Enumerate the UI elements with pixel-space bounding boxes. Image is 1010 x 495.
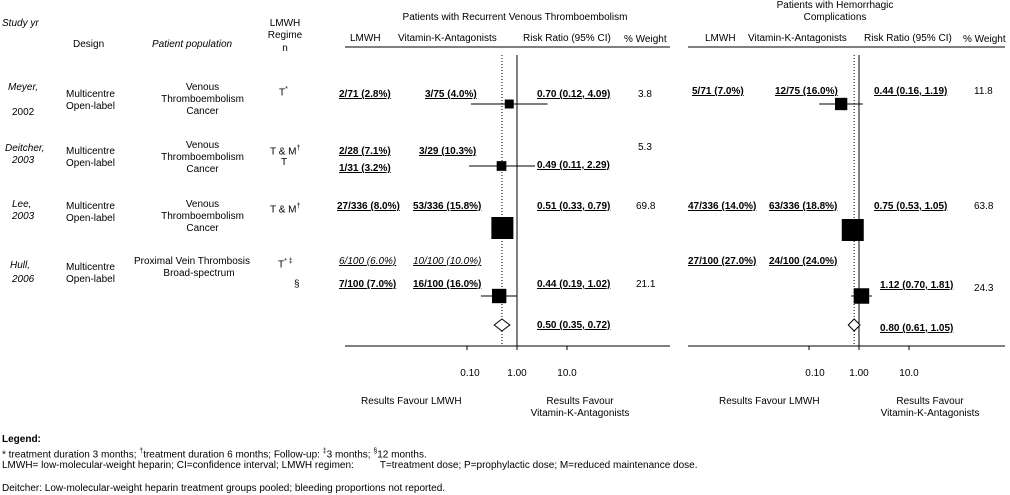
vte-pooled-diamond (494, 319, 510, 331)
vte-vka-hull-2: 16/100 (16.0%) (413, 279, 482, 290)
forest-plot-vte (345, 47, 670, 350)
panel-vte-col-weight: % Weight (624, 34, 667, 45)
panel-hem-col-weight: % Weight (963, 34, 1006, 45)
panel-vte-title: Patients with Recurrent Venous Thromboembolism (402, 12, 628, 23)
study-design-1: Multicentre (66, 262, 115, 273)
study-pop-3: Cancer (186, 164, 219, 175)
header-regime-3: n (282, 43, 288, 54)
panel-hem-col-vka: Vitamin-K-Antagonists (748, 33, 847, 44)
vte-pooled-rr: 0.50 (0.35, 0.72) (537, 320, 611, 331)
hem-rr-lee: 0.75 (0.53, 1.05) (874, 201, 948, 212)
vte-rr-lee: 0.51 (0.33, 0.79) (537, 201, 611, 212)
study-pop-3: Cancer (186, 106, 219, 117)
study-regime-1: T & M (270, 146, 297, 158)
vte-weight-deitcher: 5.3 (638, 142, 652, 153)
study-year: 2006 (12, 274, 35, 285)
study-design-1: Multicentre (66, 146, 115, 157)
header-design: Design (73, 39, 105, 50)
study-pop-2: Thromboembolism (161, 94, 244, 105)
study-regime-2: § (294, 279, 300, 290)
vte-favour-left: Results Favour LMWH (361, 396, 462, 407)
hem-tick-label-0.10: 0.10 (805, 368, 825, 379)
study-name: Hull, (10, 260, 31, 271)
vte-lmwh-hull-1: 6/100 (6.0%) (339, 256, 397, 267)
study-pop-1: Venous (185, 140, 220, 151)
hem-rr-meyer: 0.44 (0.16, 1.19) (874, 86, 948, 97)
study-design-2: Open-label (66, 213, 115, 224)
vte-vka-deitcher: 3/29 (10.3%) (419, 146, 477, 157)
study-pop-1: Proximal Vein Thrombosis (134, 256, 250, 267)
study-regime-2: T (281, 157, 288, 168)
study-regime-1: T (279, 87, 286, 99)
vte-lmwh-hull-2: 7/100 (7.0%) (339, 279, 397, 290)
vte-lmwh-lee: 27/336 (8.0%) (337, 201, 400, 212)
hem-weight-lee: 63.8 (974, 201, 994, 212)
vte-tick-label-0.10: 0.10 (460, 368, 480, 379)
hem-favour-right-1: Results Favour (896, 396, 964, 407)
legend-line-1: * treatment duration 3 months; †treatment duration 6 months; Follow-up: ‡3 months; §12 months. (2, 448, 427, 461)
hem-pooled-diamond (848, 319, 860, 331)
hem-pooled-rr: 0.80 (0.61, 1.05) (880, 323, 954, 334)
study-pop-2: Thromboembolism (161, 152, 244, 163)
vte-vka-meyer: 3/75 (4.0%) (425, 89, 477, 100)
header-regime-2: Regime (267, 30, 303, 41)
vte-weight-lee: 69.8 (636, 201, 656, 212)
hem-weight-hull: 24.3 (974, 283, 994, 294)
study-pop-1: Venous (185, 199, 220, 210)
vte-weight-meyer: 3.8 (638, 89, 652, 100)
hem-lmwh-meyer: 5/71 (7.0%) (692, 86, 744, 97)
hem-weight-meyer: 11.8 (974, 86, 993, 97)
vte-lmwh-meyer: 2/71 (2.8%) (339, 89, 391, 100)
study-pop-3: Cancer (186, 223, 219, 234)
study-regime-1: T (278, 259, 285, 271)
legend-title: Legend: (2, 434, 41, 445)
vte-tick-label-10.0: 10.0 (557, 368, 577, 379)
vte-point-deitcher (497, 161, 507, 171)
vte-favour-right-2: Vitamin-K-Antagonists (530, 408, 630, 419)
vte-vka-lee: 53/336 (15.8%) (413, 201, 482, 212)
forest-plot-hem (688, 47, 1005, 350)
study-design-2: Open-label (66, 274, 115, 285)
panel-hem-col-rr: Risk Ratio (95% CI) (864, 33, 952, 44)
header-population: Patient population (152, 39, 233, 50)
hem-rr-hull: 1.12 (0.70, 1.81) (880, 280, 954, 291)
hem-tick-label-1.00: 1.00 (849, 368, 869, 379)
study-regime-1-sup: † (296, 203, 301, 210)
hem-lmwh-lee: 47/336 (14.0%) (688, 201, 757, 212)
study-design-2: Open-label (66, 101, 115, 112)
study-design-1: Multicentre (66, 201, 115, 212)
vte-rr-meyer: 0.70 (0.12, 4.09) (537, 89, 611, 100)
panel-hem-col-lmwh: LMWH (705, 33, 736, 44)
vte-lmwh-deitcher-2: 1/31 (3.2%) (339, 163, 391, 174)
hem-lmwh-hull: 27/100 (27.0%) (688, 256, 757, 267)
hem-vka-meyer: 12/75 (16.0%) (775, 86, 838, 97)
vte-favour-right-1: Results Favour (546, 396, 614, 407)
panel-vte-col-rr: Risk Ratio (95% CI) (523, 33, 611, 44)
study-pop-1: Venous (185, 82, 220, 93)
study-year: 2002 (12, 107, 35, 118)
study-design-1: Multicentre (66, 89, 115, 100)
study-name: Lee, (12, 199, 32, 210)
vte-vka-hull-1: 10/100 (10.0%) (413, 256, 482, 267)
vte-rr-hull: 0.44 (0.19, 1.02) (537, 279, 611, 290)
panel-hem-title-2: Complications (803, 12, 867, 23)
study-design-2: Open-label (66, 158, 115, 169)
hem-point-meyer (835, 98, 847, 110)
study-regime-1-sup: * ‡ (284, 258, 293, 265)
vte-rr-deitcher: 0.49 (0.11, 2.29) (537, 160, 610, 171)
header-study-yr: Study yr (2, 18, 39, 29)
hem-tick-label-10.0: 10.0 (899, 368, 919, 379)
vte-point-lee (491, 217, 513, 239)
vte-lmwh-deitcher: 2/28 (7.1%) (339, 146, 391, 157)
hem-favour-left: Results Favour LMWH (719, 396, 820, 407)
vte-tick-label-1.00: 1.00 (507, 368, 527, 379)
panel-vte-col-vka: Vitamin-K-Antagonists (398, 33, 497, 44)
study-name: Meyer, (8, 82, 39, 93)
hem-vka-lee: 63/336 (18.8%) (769, 201, 838, 212)
study-name: Deitcher, (5, 143, 45, 154)
study-year: 2003 (12, 211, 35, 222)
legend-line-2: LMWH= low-molecular-weight heparin; CI=confidence interval; LMWH regimen: T=treatment dose; P=prophylactic dose; M=reduced maintenance dose. (2, 460, 698, 471)
header-regime-1: LMWH (269, 18, 301, 29)
study-year: 2003 (12, 155, 35, 166)
vte-weight-hull: 21.1 (636, 279, 656, 290)
study-regime-1-sup: * (285, 86, 288, 93)
study-pop-2: Broad-spectrum (163, 268, 235, 279)
panel-vte-col-lmwh: LMWH (350, 33, 381, 44)
hem-vka-hull: 24/100 (24.0%) (769, 256, 838, 267)
hem-point-lee (842, 219, 864, 241)
legend-line-3: Deitcher: Low-molecular-weight heparin treatment groups pooled; bleeding proportions not reported. (2, 483, 446, 494)
panel-hem-title-1: Patients with Hemorrhagic (776, 0, 894, 11)
hem-favour-right-2: Vitamin-K-Antagonists (880, 408, 980, 419)
study-regime-1: T & M (270, 204, 297, 216)
study-regime-1-sup: † (296, 145, 301, 152)
vte-point-meyer (505, 100, 514, 109)
vte-point-hull (492, 289, 506, 303)
hem-point-hull (854, 288, 869, 303)
study-pop-2: Thromboembolism (161, 211, 244, 222)
